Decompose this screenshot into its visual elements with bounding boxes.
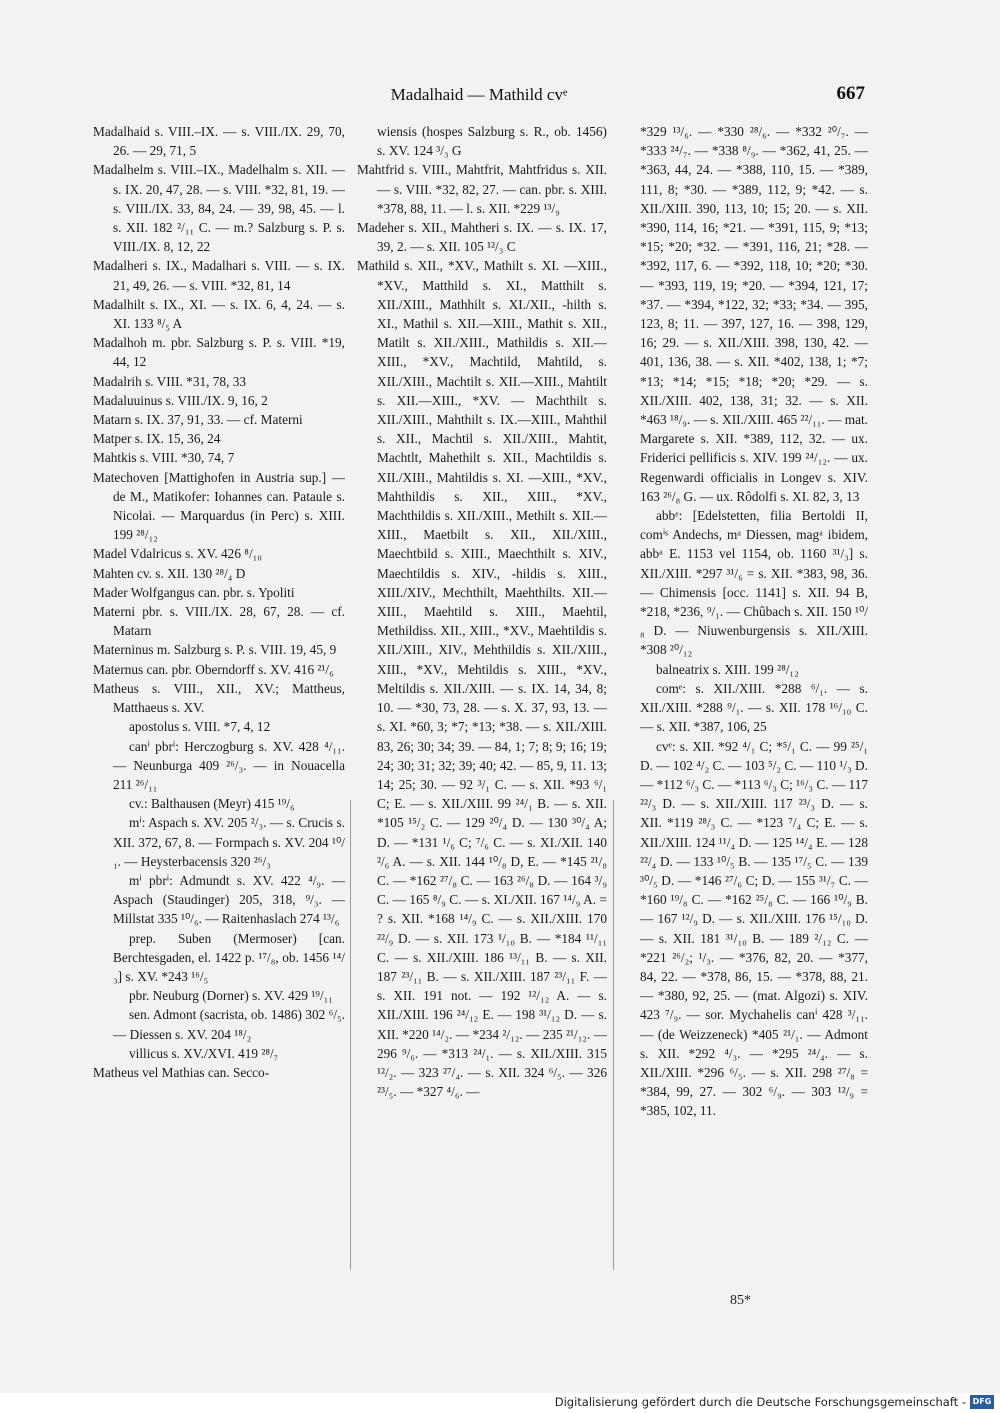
index-entry: Madalhoh m. pbr. Salzburg s. P. s. VIII. *19, 44, 12 <box>93 335 345 370</box>
footer-bar <box>0 1393 1000 1413</box>
index-entry: comᵉ: s. XII./XIII. *288 ⁶/₁. — s. XII./XIII. *288 ⁹/₁. — s. XII. 178 ¹⁶/₁₀ C. — s. XII. *387, 106, 25 <box>640 680 868 735</box>
index-entry: villicus s. XV./XVI. 419 ²⁸/₇ <box>129 1045 279 1061</box>
index-entry: apostolus s. VIII. *7, 4, 12 <box>129 719 271 735</box>
index-entry: Materni pbr. s. VIII./IX. 28, 67, 28. — cf. Matarn <box>93 604 345 639</box>
funding-credit: Digitalisierung gefördert durch die Deutsche Forschungsgemeinschaft - <box>554 1395 966 1409</box>
sheet-signature: 85* <box>730 1293 751 1308</box>
index-entry: Madel Vdalricus s. XV. 426 ⁸/₁₀ <box>93 546 262 562</box>
index-entry: sen. Admont (sacrista, ob. 1486) 302 ⁶/₅. — Diessen s. XV. 204 ¹⁸/₂ <box>113 1007 345 1042</box>
index-entry: Madalhelm s. VIII.–IX., Madelhalm s. XII. — s. IX. 20, 47, 28. — s. VIII. *32, 81, 19. — s. VIII./IX. 33, 84, 24. — 39, 98, 45. — l. s. XII. 182 ²/₁₁ C. — m.? Salzburg s. P. s. VIII./IX. 8, 12, 22 <box>93 162 345 255</box>
index-entry: canⁱ pbrⁱ: Herczogburg s. XV. 428 ⁴/₁₁. — Neunburga 409 ²⁶/₃. — in Nouacella 211 ²⁶/₁₁ <box>113 738 345 792</box>
index-entry: pbr. Neuburg (Dorner) s. XV. 429 ¹⁹/₁₁ <box>129 988 333 1004</box>
index-entry: Mader Wolfgangus can. pbr. s. Ypoliti <box>93 584 295 600</box>
index-entry: Mathild s. XII., *XV., Mathilt s. XI. —XIII., *XV., Matthild s. XI., Matthilt s. XII./XIII., Mathhilt s. XI./XII., -hilth s. XI., Mathil s. XII.—XIII., Mathit s. XII., Matilt s. XII./XIII., Mathildis s. XII.—XIII., *XV., Machtild, Mahtild, s. XII./XIII., Machtilt s. XII.—XIII., Mahtilt s. XII.—XIII., *XV. — Machthilt s. XII./XIII., Mahthilt s. IX.—XIII., Mahthil s. XII., Machtil s. XII./XIII., Mahtit, Machtlt, Mahethilt s. XII., Machtildis s. XII./XIII., Mahtildis s. XI. —XIII., *XV., Mahthildis s. XII., XIII., *XV., Machthildis s. XII./XIII., Methilt s. XII.—XIII., Maetbilt s. XII., XII./XIII., Maechtbild s. XIII., Maechthilt s. XIV., Maechtildis s. XIV., -hildis s. XIII., XIII./XIV., Mechthilt, Maehthilts. XII.—XIII., Maehtild s. XIII., Maehtil, Methildiss. XII., XIII., *XV., Maehtildis s. XII./XIII., XIV., Mehthildis s. XII./XIII., XIII., *XV., Mehtildis s. XIII., *XV., Meltildis s. XII./XIII. — s. IX. 14, 34, 8; 10. — *30, 73, 28. — s. X. 37, 93, 13. — s. XI. *60, 3; *7; *13; *38. — s. XII./XIII. 83, 26; 30; 34; 39. — 84, 1; 7; 8; 9; 16; 19; 24; 30; 31; 32; 39; 40; 42. — 85, 9, 11. 13; 14; 25; 30. — 92 ³/₁ C. — s. XII. *93 ⁶/₁ C; E. — s. XII./XIII. 99 ²⁴/₁ B. — s. XII. *105 ¹⁵/₂ C. — 129 ²⁰/₄ D. — 130 ³⁰/₄ A; D. — *131 ¹/₆ C; ⁷/₆ C. — s. XI./XII. 140 ²/₆ A. — s. XII. 144 ¹⁰/₈ D, E. — *145 ²¹/₈ C. — *162 ²⁷/₈ C. — 163 ²⁶/₈ D. — 164 ³/₉ C. — 165 ⁸/₉ C. — s. XI./XII. 167 ¹⁴/₉ A. = ? s. XII. *168 ¹⁴/₉ C. — s. XII./XIII. 170 ²²/₉ D. — s. XII. 173 ¹/₁₀ B. — *184 ¹¹/₁₁ C. — s. XII./XIII. 186 ¹³/₁₁ B. — s. XII. 187 ²³/₁₁ B. — s. XII./XIII. 187 ²³/₁₁ F. — s. XII. 191 not. — 192 ¹²/₁₂ A. — s. XII./XIII. 196 ²⁴/₁₂ E. — 198 ³¹/₁₂ D. — s. XII. *220 ¹⁴/₂. — *234 ²/₁₂. — 235 ²¹/₁₂. — 296 ⁹/₆. — *313 ²⁴/₁. — s. XII./XIII. 315 ¹²/₂. — 323 ²⁷/₄. — s. XII. 324 ⁶/₅. — 326 ²³/₅. — *327 ⁴/₆. — <box>357 258 607 1100</box>
text-column-left <box>93 122 345 1272</box>
index-entry: Materninus m. Salzburg s. P. s. VIII. 19, 45, 9 <box>93 642 337 658</box>
column-rule <box>613 800 614 1270</box>
index-entry: Matarn s. IX. 37, 91, 33. — cf. Materni <box>93 412 303 428</box>
index-entry: mⁱ pbrⁱ: Admundt s. XV. 422 ⁴/₉. — Aspach (Staudinger) 205, 318, ⁹/₃. — Millstat 335 ¹⁰/₆. — Raitenhaslach 274 ¹³/₆ <box>113 872 345 927</box>
index-entry: abbᵉ: [Edelstetten, filia Bertoldi II, comⁱˢ Andechs, mᵃ Diessen, magᵃ ibidem, abbᵃ E. 1153 vel 1154, ob. 1160 ³¹/₃] s. XII./XIII. *297 ³¹/₆ = s. XII. *383, 98, 36. — Chimensis [occ. 1141] s. XII. 94 B, *218, *236, ⁹/₁. — Chûbach s. XII. 150 ¹⁰/₈ D. — Niuwenburgensis s. XII./XIII. *308 ²⁰/₁₂ <box>640 508 868 658</box>
index-entry: Madalhilt s. IX., XI. — s. IX. 6, 4, 24. — s. XI. 133 ⁸/₅ A <box>93 296 345 332</box>
column-rule <box>350 800 351 1270</box>
index-entry: Mahtfrid s. VIII., Mahtfrit, Mahtfridus s. XII. — s. VIII. *32, 82, 27. — can. pbr. s. XIII. *378, 88, 11. — l. s. XII. *229 ¹³/₉ <box>357 162 607 216</box>
running-title: Madalhaid — Mathild cvᵉ <box>390 85 568 104</box>
running-head <box>93 85 865 109</box>
index-entry: *329 ¹³/₆. — *330 ²⁸/₆. — *332 ²⁰/₇. — *333 ²⁴/₇. — *338 ⁸/₉. — *362, 41, 25. — *363, 44, 24. — *388, 110, 15. — *389, 111, 8; *30. — *389, 112, 9; *42. — s. XII./XIII. 390, 113, 10; 15; 20. — s. XII. *390, 114, 16; *21. — *391, 115, 9; *13; *15; *20; *32. — *391, 116, 21; *28. — *392, 117, 6. — *392, 118, 10; *20; *30. — *393, 119, 19; *20. — *394, 121, 17; *37. — *394, *122, 32; *33; *34. — 395, 123, 8; 11. — 397, 127, 16. — 398, 129, 16; 29. — s. XII./XIII. 398, 130, 42. — 401, 136, 38. — s. XII. *402, 138, 1; *7; *13; *14; *15; *18; *20; *29. — s. XII./XIII. 402, 138, 31; 32. — s. XII. *463 ¹⁸/₉. — s. XII./XIII. 465 ²²/₁₁. — mat. Margarete s. XII. *389, 112, 32. — ux. Friderici pellificis s. XIV. 199 ²⁴/₁₂. — ux. Regenwardi officialis in Longev s. XIV. 163 ²⁶/₈ G. — ux. Rôdolfi s. XI. 82, 3, 13 <box>640 124 868 504</box>
index-entry: Madeher s. XII., Mahtheri s. IX. — s. IX. 17, 39, 2. — s. XII. 105 ¹²/₃ C <box>357 220 607 255</box>
index-entry: Madaluuinus s. VIII./IX. 9, 16, 2 <box>93 392 268 408</box>
index-entry: Madalhaid s. VIII.–IX. — s. VIII./IX. 29, 70, 26. — 29, 71, 5 <box>93 124 345 159</box>
index-entry: Mahtkis s. VIII. *30, 74, 7 <box>93 450 235 466</box>
index-entry: cv.: Balthausen (Meyr) 415 ¹⁹/₆ <box>129 796 295 812</box>
index-entry: Matper s. IX. 15, 36, 24 <box>93 431 221 447</box>
index-entry: prep. Suben (Mermoser) [can. Berchtesgaden, el. 1422 p. ¹⁷/₈, ob. 1456 ¹⁴/₃] s. XV. *243 ¹⁶/₅ <box>113 930 345 984</box>
index-entry: Mahten cv. s. XII. 130 ²⁸/₄ D <box>93 565 246 581</box>
index-entry: Maternus can. pbr. Oberndorff s. XV. 416 ²¹/₆ <box>93 661 334 677</box>
page-number: 667 <box>836 83 865 104</box>
index-entry: wiensis (hospes Salzburg s. R., ob. 1456) s. XV. 124 ³/₃ G <box>377 124 607 159</box>
index-entry: balneatrix s. XIII. 199 ²⁸/₁₂ <box>656 661 799 677</box>
index-entry: Madalrih s. VIII. *31, 78, 33 <box>93 373 247 389</box>
index-entry: Matheus s. VIII., XII., XV.; Mattheus, Matthaeus s. XV. <box>93 680 345 716</box>
index-entry: cvᵉ: s. XII. *92 ⁴/₁ C; *⁵/₁ C. — 99 ²⁵/₁ D. — 102 ⁴/₂ C. — 103 ⁵/₂ C. — 110 ¹/₃ D. — *112 ⁶/₃ C. — *113 ⁶/₃ C; ¹⁶/₃ C. — 117 ²²/₃ D. — s. XII./XIII. 117 ²³/₃ D. — s. XII. *119 ²⁸/₃ C. — *123 ⁷/₄ C; E. — s. XII./XIII. 124 ¹¹/₄ D. — 125 ¹⁴/₄ E. — 128 ²²/₄ D. — 133 ¹⁰/₅ B. — 135 ¹⁷/₅ C. — 139 ³⁰/₅ D. — *146 ²⁷/₆ C; D. — 155 ³¹/₇ C. — *160 ¹⁹/₈ C. — *162 ²⁵/₈ C. — 166 ¹⁰/₉ B. — 167 ¹²/₉ D. — s. XII./XIII. 176 ¹⁵/₁₀ D. — s. XII. 181 ³¹/₁₀ B. — 189 ²/₁₂ C. — *221 ²⁶/₂; ¹/₃. — *376, 82, 20. — *377, 84, 22. — *378, 86, 15. — *378, 88, 21. — *380, 92, 25. — (mat. Algozi) s. XIV. 423 ⁷/₉. — sor. Mychahelis canⁱ 428 ³/₁₁. — (de Weizzeneck) *405 ²¹/₁. — Admont s. XII. *292 ⁴/₃. — *295 ²⁴/₄. — s. XII./XIII. *296 ⁶/₅. — s. XII. 298 ²⁷/₈ = *384, 99, 27. — 302 ⁶/₉. — 303 ¹²/₉ = *385, 102, 11. <box>640 738 868 1119</box>
dfg-logo-icon: DFG <box>970 1395 994 1409</box>
index-entry: Matheus vel Mathias can. Secco- <box>93 1064 270 1080</box>
index-entry: mⁱ: Aspach s. XV. 205 ²/₃. — s. Crucis s. XII. 372, 67, 8. — Formpach s. XV. 204 ¹⁰/₁. — Heysterbacensis 320 ²⁶/₃ <box>113 815 345 869</box>
index-entry: Matechoven [Mattighofen in Austria sup.] — de M., Matikofer: Iohannes can. Pataule s. Nicolai. — Marquardus (in Perc) s. XIII. 199 ²⁸/₁₂ <box>93 469 345 543</box>
index-entry: Madalheri s. IX., Madalhari s. VIII. — s. IX. 21, 49, 26. — s. VIII. *32, 81, 14 <box>93 258 345 293</box>
text-column-middle <box>357 122 607 1272</box>
text-column-right <box>620 122 868 1272</box>
